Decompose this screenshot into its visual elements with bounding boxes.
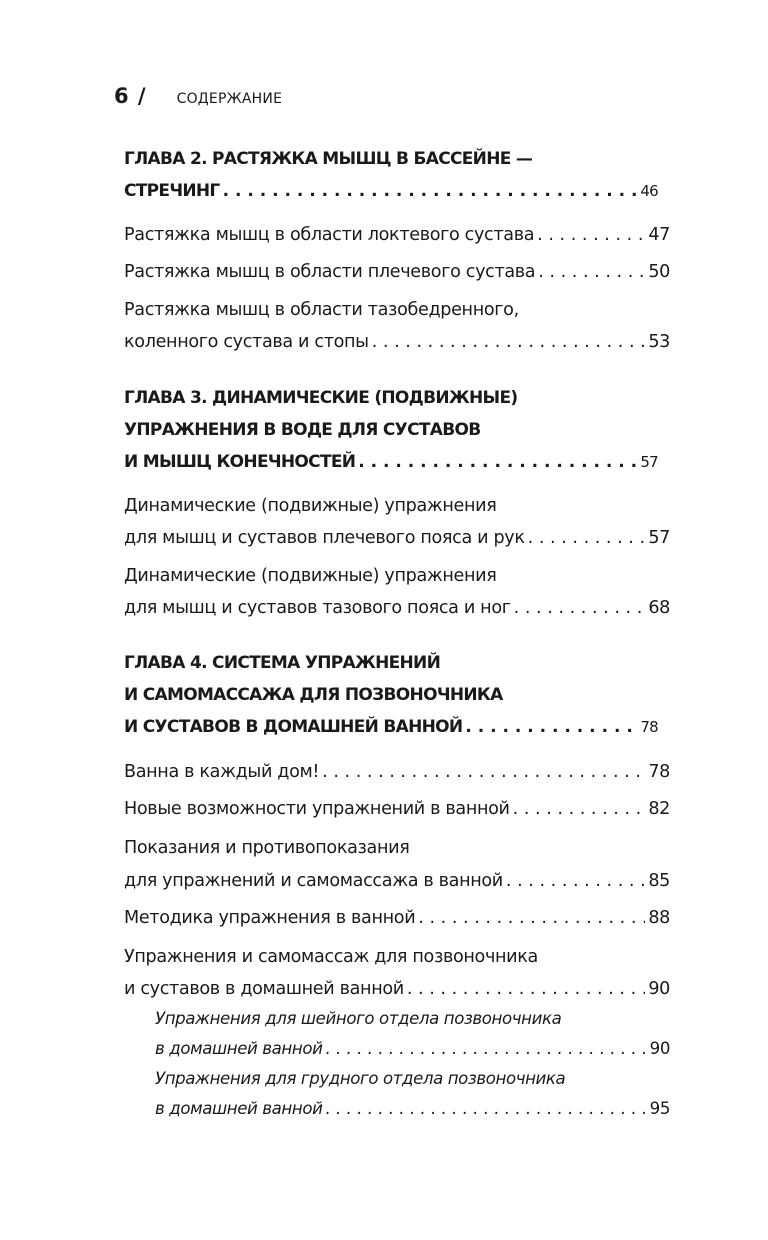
dot-leader xyxy=(506,865,645,897)
chapter-2-title-line-1: ГЛАВА 2. РАСТЯЖКА МЫШЦ В БАССЕЙНЕ — xyxy=(124,149,533,169)
toc-entry: Новые возможности упражнений в ванной . . . 82 xyxy=(124,793,670,825)
page-ref: 78 xyxy=(640,718,658,736)
page-ref: 53 xyxy=(648,332,670,352)
page-ref: 46 xyxy=(640,182,658,200)
dot-leader xyxy=(418,902,645,934)
toc-entry: и суставов в домашней ванной . . . 90 xyxy=(124,973,670,1005)
page-number: 6 / xyxy=(114,84,147,108)
toc-entry-line-1: Динамические (подвижные) упражнения xyxy=(124,496,497,516)
toc-entry: для упражнений и самомассажа в ванной . . . 85 xyxy=(124,865,670,897)
toc-entry: Ванна в каждый дом! . . . 78 xyxy=(124,756,670,788)
dot-leader xyxy=(358,446,637,478)
page-ref: 88 xyxy=(648,908,670,928)
toc-entry-line-1: Растяжка мышц в области тазобедренного, xyxy=(124,300,519,320)
dot-leader xyxy=(325,1093,646,1125)
toc-entry-line-1: Показания и противопоказания xyxy=(124,838,410,858)
page-ref: 95 xyxy=(649,1099,670,1118)
dot-leader xyxy=(538,256,645,288)
page-ref: 57 xyxy=(640,453,658,471)
dot-leader xyxy=(322,756,645,788)
chapter-4-title-line-1: ГЛАВА 4. СИСТЕМА УПРАЖНЕНИЙ xyxy=(124,653,441,673)
page-ref: 82 xyxy=(648,799,670,819)
page-ref: 78 xyxy=(648,762,670,782)
toc-subentry-line-1: Упражнения для шейного отдела позвоночника xyxy=(155,1009,562,1028)
toc-entry: для мышц и суставов плечевого пояса и рук . . . 57 xyxy=(124,522,670,554)
dot-leader xyxy=(372,326,646,358)
dot-leader xyxy=(513,793,646,825)
dot-leader xyxy=(407,973,645,1005)
page-ref: 90 xyxy=(648,979,670,999)
toc-entry: Растяжка мышц в области плечевого сустава . . . 50 xyxy=(124,256,670,288)
toc-entry: коленного сустава и стопы . . . 53 xyxy=(124,326,670,358)
page-ref: 68 xyxy=(648,598,670,618)
dot-leader xyxy=(528,522,646,554)
toc-entry: Растяжка мышц в области локтевого сустава . . . 47 xyxy=(124,219,670,251)
chapter-4-title-line-3: И СУСТАВОВ В ДОМАШНЕЙ ВАННОЙ . . . 78 xyxy=(124,711,670,743)
toc-entry: Методика упражнения в ванной . . . 88 xyxy=(124,902,670,934)
toc-subentry: в домашней ванной . . . 90 xyxy=(155,1033,670,1065)
page-ref: 50 xyxy=(648,262,670,282)
dot-leader xyxy=(325,1033,646,1065)
page-ref: 85 xyxy=(648,871,670,891)
page-ref: 47 xyxy=(648,225,670,245)
dot-leader xyxy=(514,592,646,624)
dot-leader xyxy=(223,175,638,207)
chapter-4-title-line-2: И САМОМАССАЖА ДЛЯ ПОЗВОНОЧНИКА xyxy=(124,685,503,705)
toc-subentry: в домашней ванной . . . 95 xyxy=(155,1093,670,1125)
chapter-3-title-line-3: И МЫШЦ КОНЕЧНОСТЕЙ . . . 57 xyxy=(124,446,670,478)
page-ref: 57 xyxy=(648,528,670,548)
dot-leader xyxy=(465,711,637,743)
running-header xyxy=(114,84,282,108)
chapter-3-title-line-1: ГЛАВА 3. ДИНАМИЧЕСКИЕ (ПОДВИЖНЫЕ) xyxy=(124,388,518,408)
running-section-title: СОДЕРЖАНИЕ xyxy=(176,91,283,107)
toc-entry-line-1: Упражнения и самомассаж для позвоночника xyxy=(124,947,538,967)
chapter-2-title-line-2: СТРЕЧИНГ . . . 46 xyxy=(124,175,670,207)
page-ref: 90 xyxy=(649,1039,670,1058)
dot-leader xyxy=(537,219,645,251)
toc-subentry-line-1: Упражнения для грудного отдела позвоночника xyxy=(155,1069,566,1088)
toc-entry-line-1: Динамические (подвижные) упражнения xyxy=(124,566,497,586)
toc-entry: для мышц и суставов тазового пояса и ног . . . 68 xyxy=(124,592,670,624)
chapter-3-title-line-2: УПРАЖНЕНИЯ В ВОДЕ ДЛЯ СУСТАВОВ xyxy=(124,420,481,440)
